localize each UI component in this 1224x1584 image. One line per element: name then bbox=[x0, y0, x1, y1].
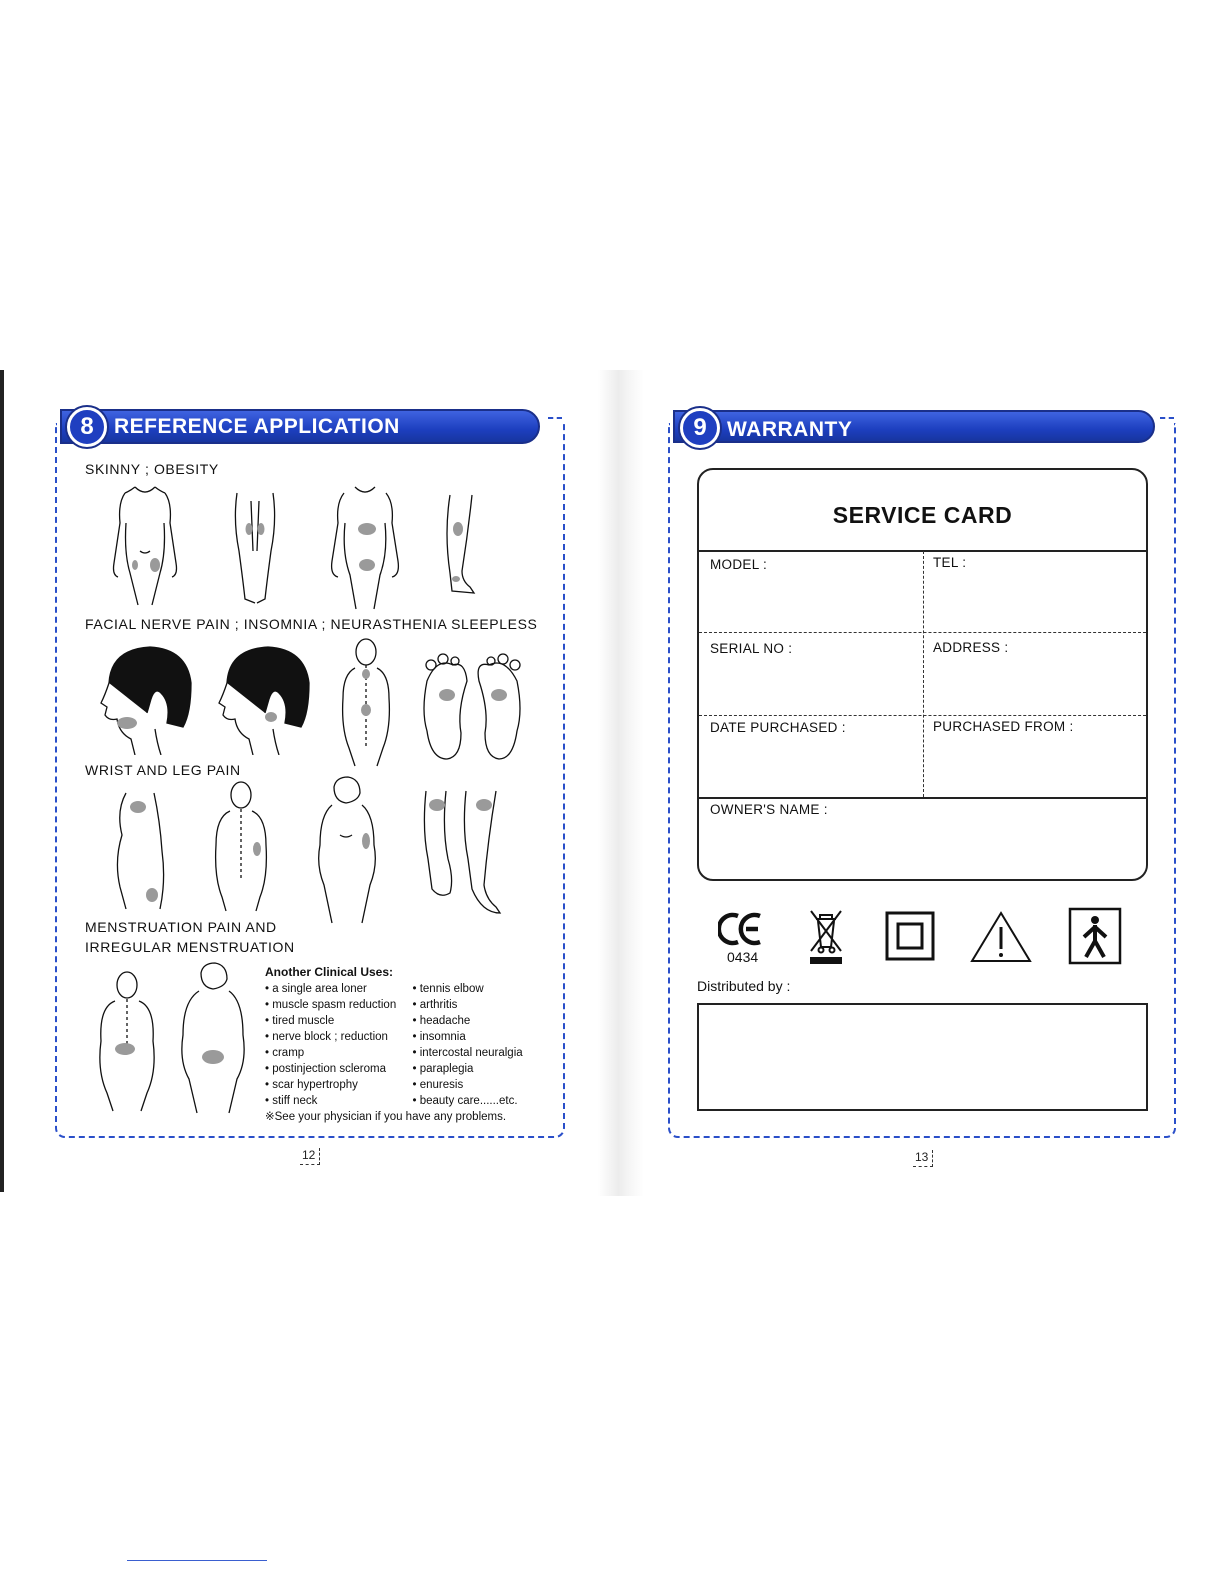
treatment-pad bbox=[150, 558, 160, 572]
heading-menstruation-1: MENSTRUATION PAIN AND bbox=[85, 919, 277, 935]
type-bf-person-icon bbox=[1068, 907, 1122, 970]
list-item: • enuresis bbox=[412, 1079, 464, 1091]
owner-name-label: OWNER'S NAME : bbox=[710, 802, 828, 817]
distributed-by-label: Distributed by : bbox=[697, 978, 791, 994]
section-number: 8 bbox=[67, 407, 107, 447]
page-number-text: 13 bbox=[913, 1150, 933, 1167]
figure-front-torso-2 bbox=[320, 483, 410, 611]
date-purchased-label: DATE PURCHASED : bbox=[710, 720, 846, 735]
warning-triangle-icon bbox=[970, 911, 1032, 968]
distributor-box bbox=[697, 1003, 1148, 1111]
list-item: • muscle spasm reduction bbox=[265, 999, 397, 1011]
figure-head-right bbox=[213, 643, 313, 755]
left-page bbox=[55, 403, 565, 1162]
divider bbox=[699, 715, 1146, 716]
figure-head-left bbox=[95, 643, 195, 755]
list-item: • beauty care......etc. bbox=[412, 1095, 518, 1107]
list-item: • stiff neck bbox=[265, 1095, 318, 1107]
serial-label: SERIAL NO : bbox=[710, 641, 793, 656]
section-banner bbox=[60, 409, 540, 444]
list-item: • cramp bbox=[265, 1047, 305, 1059]
figure-hip-side bbox=[110, 791, 175, 911]
purchased-from-label: PURCHASED FROM : bbox=[933, 719, 1074, 734]
heading-facial: FACIAL NERVE PAIN ; INSOMNIA ; NEURASTHENIA SLEEPLESS bbox=[85, 616, 538, 632]
weee-crossed-bin-icon bbox=[808, 907, 844, 970]
list-item: • tired muscle bbox=[265, 1015, 335, 1027]
list-item: • arthritis bbox=[412, 999, 458, 1011]
list-item: • nerve block ; reduction bbox=[265, 1031, 388, 1043]
figure-legs-knees bbox=[420, 789, 502, 917]
section-banner bbox=[673, 410, 1155, 443]
section-number: 9 bbox=[680, 408, 720, 448]
figure-woman-front bbox=[310, 775, 382, 925]
model-label: MODEL : bbox=[710, 557, 768, 572]
list-item: • paraplegia bbox=[412, 1063, 474, 1075]
clinical-list-1 bbox=[265, 981, 408, 1109]
tel-label: TEL : bbox=[933, 555, 967, 570]
section-title: REFERENCE APPLICATION bbox=[114, 415, 400, 438]
physician-note: ※See your physician if you have any problems. bbox=[265, 1111, 507, 1123]
banner-tail bbox=[1160, 417, 1174, 429]
page-number bbox=[913, 1150, 933, 1167]
ce-mark-icon bbox=[718, 911, 764, 952]
address-label: ADDRESS : bbox=[933, 640, 1009, 655]
list-item: • intercostal neuralgia bbox=[412, 1047, 523, 1059]
heading-menstruation-2: IRREGULAR MENSTRUATION bbox=[85, 939, 295, 955]
figure-back-spine bbox=[335, 638, 397, 768]
ce-code: 0434 bbox=[727, 949, 759, 965]
list-item: • tennis elbow bbox=[412, 983, 484, 995]
list-item: • scar hypertrophy bbox=[265, 1079, 358, 1091]
list-item: • headache bbox=[412, 1015, 471, 1027]
divider bbox=[699, 797, 1146, 799]
service-card bbox=[697, 468, 1148, 881]
right-page bbox=[668, 403, 1176, 1164]
figure-legs-back bbox=[225, 491, 285, 609]
figure-feet-soles bbox=[417, 651, 529, 763]
divider bbox=[923, 551, 924, 797]
page-number-text: 12 bbox=[300, 1148, 320, 1165]
scan-edge-shadow bbox=[0, 370, 4, 1192]
figure-back-lower bbox=[95, 971, 159, 1113]
card-title: SERVICE CARD bbox=[832, 502, 1013, 528]
clinical-title: Another Clinical Uses: bbox=[265, 965, 394, 979]
figure-back-arm bbox=[210, 781, 272, 913]
list-item: • insomnia bbox=[412, 1031, 466, 1043]
certification-marks bbox=[668, 903, 1176, 973]
heading-skinny: SKINNY ; OBESITY bbox=[85, 461, 219, 477]
clinical-uses bbox=[265, 965, 555, 1125]
divider bbox=[699, 632, 1146, 633]
banner-tail bbox=[548, 417, 562, 429]
treatment-pad bbox=[132, 560, 138, 570]
list-item: • a single area loner bbox=[265, 983, 367, 995]
page-number bbox=[300, 1148, 320, 1165]
figure-front-torso bbox=[100, 483, 190, 608]
heading-wrist: WRIST AND LEG PAIN bbox=[85, 762, 241, 778]
underline-mark bbox=[127, 1560, 267, 1561]
figure-single-leg bbox=[440, 493, 480, 599]
double-insulation-icon bbox=[885, 911, 935, 966]
clinical-list-2 bbox=[408, 981, 556, 1109]
section-title: WARRANTY bbox=[727, 418, 853, 441]
figure-woman-abdomen bbox=[177, 961, 249, 1116]
booklet-fold bbox=[598, 370, 644, 1196]
list-item: • postinjection scleroma bbox=[265, 1063, 386, 1075]
